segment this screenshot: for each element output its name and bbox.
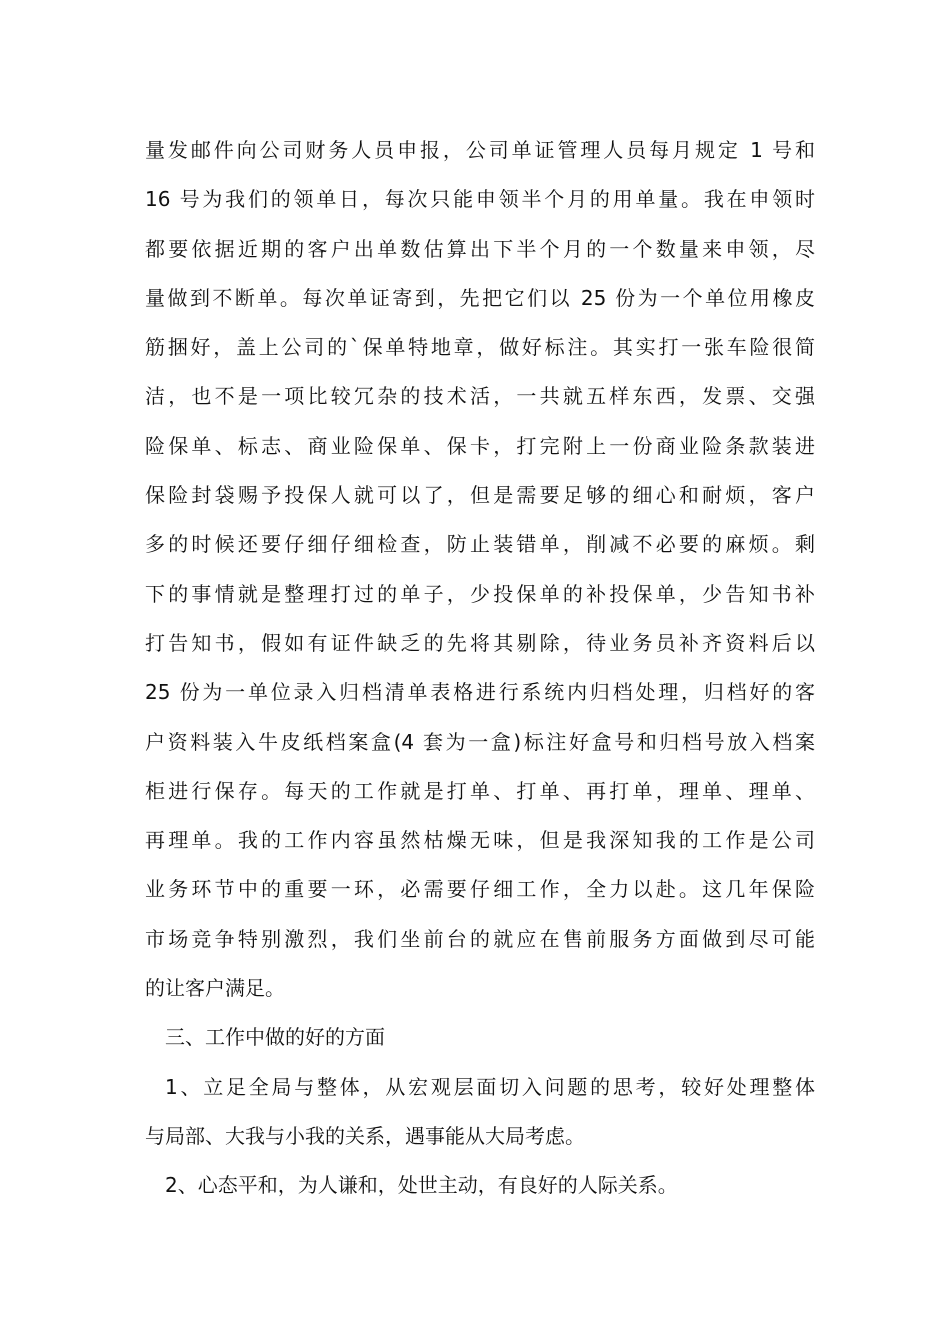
text-line: 户资料装入牛皮纸档案盒(4 套为一盒)标注好盒号和归档号放入档案 [145,729,815,754]
text-line: 下的事情就是整理打过的单子，少投保单的补投保单，少告知书补 [145,581,815,606]
paragraph-work-description [145,126,815,1013]
text-line: 与局部、大我与小我的关系，遇事能从大局考虑。 [145,1123,585,1148]
text-line: 柜进行保存。每天的工作就是打单、打单、再打单，理单、理单、 [145,778,815,803]
text-line: 再理单。我的工作内容虽然枯燥无味，但是我深知我的工作是公司 [145,828,815,853]
text-line: 保险封袋赐予投保人就可以了，但是需要足够的细心和耐烦，客户 [145,483,815,508]
text-line: 市场竞争特别激烈，我们坐前台的就应在售前服务方面做到尽可能 [145,926,815,951]
section-heading: 三、工作中做的好的方面 [165,1025,385,1050]
text-line: 量发邮件向公司财务人员申报，公司单证管理人员每月规定 1 号和 [145,138,815,162]
text-line: 16 号为我们的领单日，每次只能申领半个月的用单量。我在申领时 [145,187,815,212]
text-line: 业务环节中的重要一环，必需要仔细工作，全力以赴。这几年保险 [145,877,815,902]
text-line: 险保单、标志、商业险保单、保卡，打完附上一份商业险条款装进 [145,433,815,458]
text-line: 多的时候还要仔细仔细检查，防止装错单，削减不必要的麻烦。剩 [145,532,815,557]
list-item-1 [145,1063,815,1162]
document-body [145,126,815,1211]
text-line: 洁，也不是一项比较冗杂的技术活，一共就五样东西，发票、交强 [145,384,815,409]
text-line: 都要依据近期的客户出单数估算出下半个月的一个数量来申领，尽 [145,236,815,261]
text-line: 25 份为一单位录入归档清单表格进行系统内归档处理，归档好的客 [145,680,815,705]
list-item-2: 2、心态平和，为人谦和，处世主动，有良好的人际关系。 [165,1173,678,1198]
text-line: 打告知书，假如有证件缺乏的先将其剔除，待业务员补齐资料后以 [145,630,815,655]
text-line: 的让客户满足。 [145,976,285,1001]
text-line: 筋捆好，盖上公司的`保单特地章，做好标注。其实打一张车险很简 [145,335,815,360]
text-line: 1、立足全局与整体，从宏观层面切入问题的思考，较好处理整体 [165,1074,815,1099]
text-line: 量做到不断单。每次单证寄到，先把它们以 25 份为一个单位用橡皮 [145,285,815,310]
